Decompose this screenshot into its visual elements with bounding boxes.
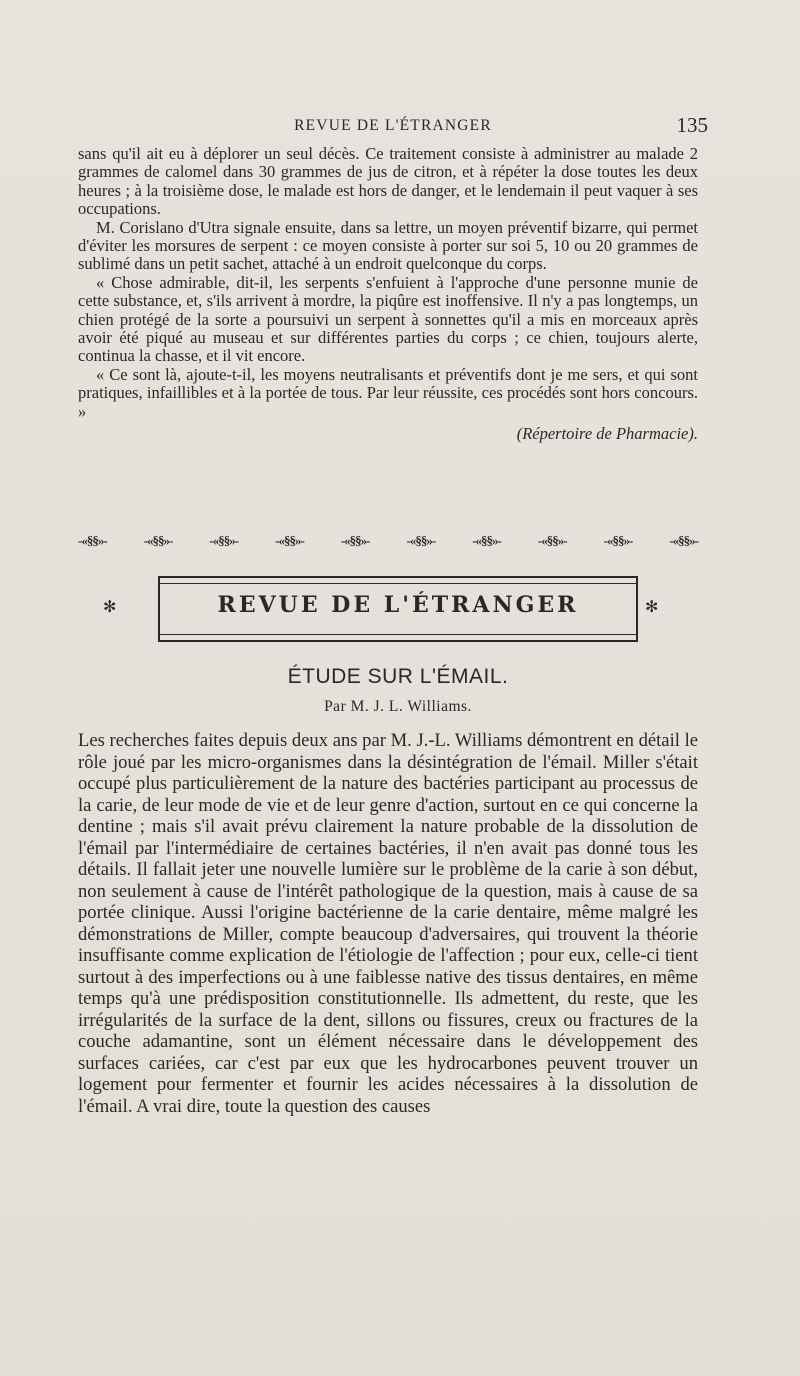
paragraph: « Ce sont là, ajoute-t-il, les moyens neutralisants et préventifs dont je me sers, et qui sont pratiques, infaillibles et à la portée de tous. Par leur réussite, ces procédés sont hors concours. » <box>78 364 698 421</box>
ornament-glyph: -«§§»- <box>669 533 698 548</box>
ornament-divider <box>78 530 698 552</box>
paragraph: « Chose admirable, dit-il, les serpents s'enfuient à l'approche d'une personne munie de cette substance, et, s'ils arrivent à mordre, la piqûre est inoffensive. Il n'y a pas longtemps, un chien protégé de la sorte a poursuivi un serpent à sonnettes qu'il a mis en morceaux après avoir été piqué au museau et sur différentes parties du corps ; ce chien, toujours alerte, continua la chasse, et il vit encore. <box>78 272 698 366</box>
paragraph: M. Corislano d'Utra signale ensuite, dans sa lettre, un moyen préventif bizarre, qui permet d'éviter les morsures de serpent : ce moyen consiste à porter sur soi 5, 10 ou 20 grammes de sublimé dans un petit sachet, attaché à un endroit quelconque du corps. <box>78 217 698 274</box>
star-ornament-icon: ✻ <box>645 599 659 616</box>
section-banner-title: REVUE DE L'ÉTRANGER <box>217 592 579 618</box>
running-header <box>78 113 708 137</box>
running-title: REVUE DE L'ÉTRANGER <box>294 117 492 134</box>
ornament-glyph: -«§§»- <box>472 533 501 548</box>
citation: (Répertoire de Pharmacie). <box>516 424 698 444</box>
ornament-glyph: -«§§»- <box>78 533 107 548</box>
ornament-glyph: -«§§»- <box>537 533 567 548</box>
ornament-glyph: -«§§»- <box>603 533 633 548</box>
page-number: 135 <box>676 113 708 137</box>
paragraph: Les recherches faites depuis deux ans par M. J.-L. Williams démontrent en détail le rôle joué par les micro-organismes dans la désintégration de l'émail. Miller s'était occupé plus particulièrement de la nature des bactéries participant au processus de la carie, de leur mode de vie et de leur genre d'action, surtout en ce qui concerne la dentine ; mais s'il avait prévu clairement la nature probable de la dissolution de l'émail par l'intermédiaire de certaines bactéries, il n'en avait pas donné tous les détails. Il fallait jeter une nouvelle lumière sur le problème de la carie à son début, non seulement à cause de l'intérêt pathologique de la question, mais à cause de sa portée clinique. Aussi l'origine bactérienne de la carie dentaire, même malgré les démonstrations de Miller, compte beaucoup d'adversaires, qui trouvent la théorie insuffisante comme explication de l'étiologie de l'affection ; pour eux, celle-ci tient surtout à des imperfections ou à une faiblesse native des tissus dentaires, en même temps qu'à une prédisposition constitutionnelle. Ils admettent, du reste, que les irrégularités de la surface de la dent, sillons ou fissures, creux ou fractures de la couche adamantine, sont un élément nécessaire dans le développement des surfaces cariées, car c'est par eux que les hydrocarbones peuvent trouver un logement pour fermenter et fournir les acides nécessaires à la dissolution de l'émail. A vrai dire, toute la question des causes <box>78 730 698 1117</box>
paragraph: sans qu'il ait eu à déplorer un seul décès. Ce traitement consiste à administrer au malade 2 grammes de calomel dans 30 grammes de jus de citron, et à répéter la dose toutes les deux heures ; à la troisième dose, le malade est hors de danger, et le lendemain il peut vaquer à ses occupations. <box>78 144 698 219</box>
article-byline: Par M. J. L. Williams. <box>324 698 472 715</box>
ornament-glyph: -«§§»- <box>275 533 304 548</box>
upper-text-block <box>78 145 698 444</box>
ornament-glyph: -«§§»- <box>406 533 436 548</box>
ornament-glyph: -«§§»- <box>143 533 173 548</box>
star-ornament-icon: ✻ <box>103 599 117 616</box>
article-title: ÉTUDE SUR L'ÉMAIL. <box>287 665 509 688</box>
ornament-glyph: -«§§»- <box>340 533 370 548</box>
article-body <box>78 730 698 1117</box>
ornament-glyph: -«§§»- <box>209 533 239 548</box>
